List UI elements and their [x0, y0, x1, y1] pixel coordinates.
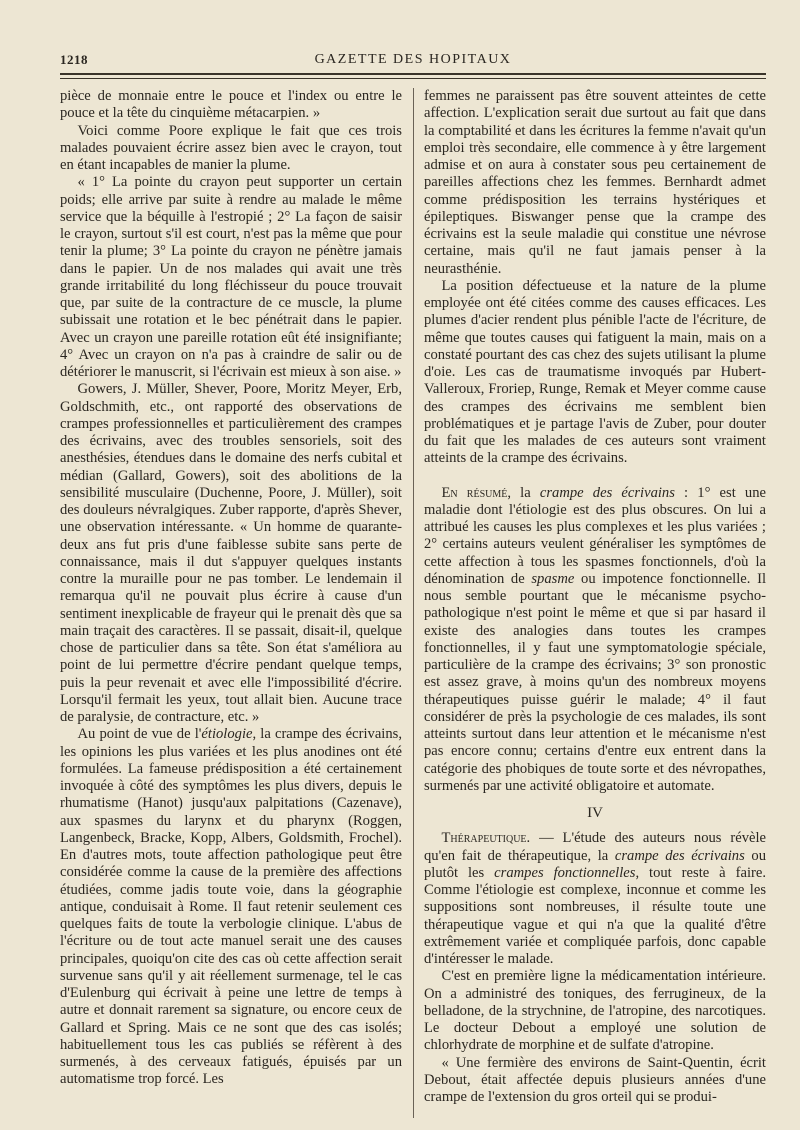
paragraph: « 1° La pointe du crayon peut supporter un certain poids; elle arrive par suite à rendre au malade le même service que la béquille à l'estropié ; 2° La façon de saisir le crayon, surtout s'il est court, n'est pas la même que pour tenir la plume; 3° La pointe du crayon ne pénètre jamais dans le papier. Un de nos malades qui avait une très grande irritabilité du long fléchisseur du pouce trouvait que, par suite de la contracture de ce muscle, la plume subissait une rotation et le bec pénétrait dans le papier. Avec un crayon une pareille rotation eût été insignifiante; 4° Avec un crayon on n'a pas à craindre de salir ou de détériorer le manuscrit, si l'écrivain est mieux à son aise. » [60, 174, 402, 380]
paragraph: C'est en première ligne la médicamentation intérieure. On a administré des toniques, des ferrugineux, de la belladone, de la strychnine, de l'atropine, des narcotiques. Le docteur Debout a employé une solution de chlorhydrate de morphine et de sulfate d'atropine. [424, 968, 766, 1054]
paragraph: Voici comme Poore explique le fait que ces trois malades pouvaient écrire assez bien avec le crayon, tout en étant incapables de manier la plume. [60, 122, 402, 173]
header-rule-thin [60, 78, 766, 79]
run-in-heading: En résumé [441, 484, 508, 501]
summary-paragraph [424, 485, 766, 796]
italic-term: crampe des écrivains [614, 847, 745, 864]
running-header [60, 50, 766, 72]
right-column [424, 88, 766, 1123]
paragraph [60, 726, 402, 1088]
text-run: , tout reste à faire. Comme l'étiologie est complexe, inconnue et comme les suppositions sont nombreuses, il résulte toute une thérapeutique vague et qui n'a que la qualité d'être extrêmement variée et compliquée parfois, donc capable d'intéresser le malade. [424, 864, 766, 967]
header-rule-thick [60, 73, 766, 75]
page-number: 1218 [60, 52, 88, 67]
column-divider [413, 88, 414, 1118]
text-run: , la [507, 484, 540, 501]
paragraph: pièce de monnaie entre le pouce et l'index ou entre le pouce et la tête du cinquième métacarpien. » [60, 88, 402, 122]
left-column [60, 88, 402, 1123]
italic-term: étiologie [201, 726, 253, 743]
section-heading: IV [587, 805, 603, 821]
italic-term: crampe des écrivains [539, 484, 675, 501]
text-run: , la crampe des écrivains, les opinions les plus variées et les plus anodines ont été formulées. La fameuse prédisposition a été certainement invoquée à côté des symptômes les plus divers, depuis le rhumatisme (Hanot) jusqu'aux palpitations (Cazenave), aux spasmes du larynx et du pharynx (Roggen, Langenbeck, Bracke, Kopp, Albers, Goldsmith, Frochel). En d'autres mots, toute affection pathologique peut être considérée comme la cause de la première des affections étudiées, comme jadis toute voie, dans la géographie antique, conduisait à Rome. Il faut retenir seulement ces quelques faits de toute la verbologie clinique. L'abus de l'écriture ou de tout acte manuel serait une des causes principales, quoiqu'on cite des cas où cette affection serait survenue sans qu'il y ait réellement surmenage, tel le cas d'Eulenburg qui écrivait à peine une lettre de temps à autre et donnait rarement sa signature, ou encore ceux de Gallard et Spring. Mais ce ne sont que des cas isolés; habituellement tous les cas publiés se réfèrent à des surmenés, à des cerveaux fatigués, épuisés par un automatisme trop forcé. Les [60, 726, 402, 1088]
therapeutics-paragraph [424, 830, 766, 968]
text-run: : 1° est une maladie dont l'étiologie est des plus obscures. On lui a attribué les causes les plus complexes et les plus variées ; 2° certains auteurs veulent généraliser les symptômes de cette affection à tous les spasmes fonctionnels, d'où la dénomination de [424, 484, 766, 587]
paragraph: La position défectueuse et la nature de la plume employée ont été citées comme des causes efficaces. Les plumes d'acier rendent plus pénible l'acte de l'écriture, de même que toutes causes qui fatiguent la main, mais on a constaté pourtant des cas chez des sujets utilisant la plume d'oie. Les cas de traumatisme invoqués par Hubert-Valleroux, Froriep, Runge, Remak et Meyer comme cause des crampes des écrivains me semblent bien problématiques et je partage l'avis de Zuber, pour douter du fait que les malades de ces auteurs sont vraiment atteints de la crampe des écrivains. [424, 277, 766, 467]
text-run: ou plutôt les [424, 847, 766, 881]
text-run: . — L'étude des auteurs nous révèle qu'en fait de thérapeutique, la [424, 830, 766, 864]
italic-term: crampes fonctionnelles [494, 864, 636, 881]
text-run: Au point de vue de l' [77, 726, 202, 743]
journal-title: GAZETTE DES HOPITAUX [314, 52, 512, 67]
run-in-heading: Thérapeutique [441, 830, 527, 847]
text-run: ou impotence fonctionnelle. Il nous semble pourtant que le mécanisme psycho-pathologique n'est point le même et que si par hasard il existe des analogies dans toutes les crampes fonctionnelles, il y faut une symptomatologie spéciale, particulière de la crampe des écrivains; 3° son pronostic est assez grave, à moins qu'un des nombreux moyens thérapeutiques puisse guérir le malade; 4° il faut considérer de près la psychologie de ces malades, ils sont atteints surtout dans leur attention et le mécanisme n'est pas encore connu; certains d'entre eux entrent dans la catégorie des phobiques de toute sorte et des névropathes, surmenés par une activité obligatoire et automate. [424, 570, 766, 794]
italic-term: spasme [531, 570, 575, 587]
paragraph: « Une fermière des environs de Saint-Quentin, écrit Debout, était affectée depuis plusieurs années d'une crampe de l'extension du gros orteil qui se produi- [424, 1054, 766, 1105]
paragraph: femmes ne paraissent pas être souvent atteintes de cette affection. L'explication serait due surtout au fait que dans la comptabilité et dans les écritures la femme n'avait qu'un emploi très secondaire, elle commence à y être largement admise et on aura à constater sous peu certainement de pareilles affections chez les femmes. Bernhardt admet comme prédisposition les terrains hystériques et épileptiques. Biswanger pense que la crampe des écrivains est la seule maladie qui constitue une névrose certaine, mais qu'il ne faut jamais penser à la neurasthénie. [424, 88, 766, 277]
paragraph: Gowers, J. Müller, Shever, Poore, Moritz Meyer, Erb, Goldschmith, etc., ont rapporté des observations de crampes professionnelles et particulièrement des crampes des écrivains, avec des troubles sensoriels, soit des anesthésies, étendues dans le domaine des nerfs cubital et médian (Gallard, Gowers), soit des abolitions de la sensibilité musculaire (Duchenne, Poore, J. Müller), soit des douleurs névralgiques. Zuber rapporte, d'après Shever, une observation intéressante. « Un homme de quarante-deux ans fut pris d'une faiblesse subite sans perte de connaissance, mais il dut s'appuyer quelques instants contre la muraille pour ne pas tomber. Le lendemain il remarqua qu'il ne pouvait plus écrire à cause d'un sentiment inexplicable de frayeur qui le prenait dès que sa main traçait des caractères. Il se passait, disait-il, quelque chose de particulier dans sa tête. Son état s'améliora au point de lui permettre d'écrire pendant quelque temps, puis la peur revenait et avec elle l'impossibilité d'écrire. Lorsqu'il fermait les yeux, tout allait bien. Aucune trace de paralysie, de contracture, etc. » [60, 381, 402, 725]
